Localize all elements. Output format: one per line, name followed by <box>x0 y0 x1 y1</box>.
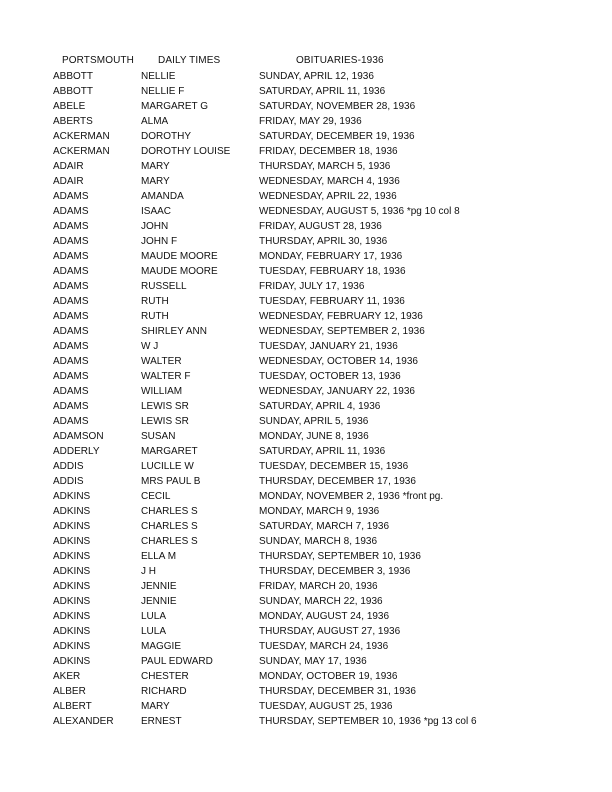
obituary-row <box>0 459 612 474</box>
last-name: AKER <box>53 671 81 682</box>
header-paper: DAILY TIMES <box>158 55 221 66</box>
first-name: LUCILLE W <box>141 461 194 472</box>
first-name: MARY <box>141 161 170 172</box>
last-name: ALEXANDER <box>53 716 114 727</box>
first-name: DOROTHY LOUISE <box>141 146 231 157</box>
obituary-date: SUNDAY, MARCH 22, 1936 <box>259 596 383 607</box>
obituary-row <box>0 609 612 624</box>
obituary-date: MONDAY, MARCH 9, 1936 <box>259 506 380 517</box>
first-name: MRS PAUL B <box>141 476 201 487</box>
obituary-row <box>0 384 612 399</box>
obituary-date: THURSDAY, SEPTEMBER 10, 1936 <box>259 551 421 562</box>
obituary-row <box>0 219 612 234</box>
obituary-row <box>0 114 612 129</box>
obituary-row <box>0 234 612 249</box>
last-name: ADAMS <box>53 251 89 262</box>
last-name: ADAIR <box>53 161 84 172</box>
last-name: ADKINS <box>53 656 91 667</box>
obituary-row <box>0 579 612 594</box>
first-name: CHARLES S <box>141 506 198 517</box>
obituary-row <box>0 474 612 489</box>
last-name: ALBER <box>53 686 86 697</box>
last-name: ADKINS <box>53 596 91 607</box>
last-name: ADKINS <box>53 551 91 562</box>
obituary-row <box>0 414 612 429</box>
first-name: LEWIS SR <box>141 401 189 412</box>
obituary-date: TUESDAY, MARCH 24, 1936 <box>259 641 389 652</box>
obituary-date: THURSDAY, AUGUST 27, 1936 <box>259 626 401 637</box>
obituary-row <box>0 264 612 279</box>
obituary-date: FRIDAY, JULY 17, 1936 <box>259 281 365 292</box>
obituary-date: SUNDAY, APRIL 5, 1936 <box>259 416 369 427</box>
obituary-row <box>0 369 612 384</box>
first-name: ALMA <box>141 116 169 127</box>
first-name: ELLA M <box>141 551 177 562</box>
obituary-row <box>0 84 612 99</box>
first-name: NELLIE F <box>141 86 185 97</box>
obituary-date: WEDNESDAY, MARCH 4, 1936 <box>259 176 400 187</box>
first-name: RICHARD <box>141 686 187 697</box>
obituary-row <box>0 204 612 219</box>
obituary-row <box>0 69 612 84</box>
obituary-date: TUESDAY, OCTOBER 13, 1936 <box>259 371 401 382</box>
last-name: ADAMS <box>53 206 89 217</box>
first-name: DOROTHY <box>141 131 191 142</box>
obituary-date: THURSDAY, MARCH 5, 1936 <box>259 161 391 172</box>
obituary-row <box>0 324 612 339</box>
obituary-row <box>0 444 612 459</box>
last-name: ADAMS <box>53 236 89 247</box>
header-city: PORTSMOUTH <box>62 55 134 66</box>
last-name: ADKINS <box>53 626 91 637</box>
obituary-row <box>0 399 612 414</box>
obituary-row <box>0 144 612 159</box>
obituary-row <box>0 669 612 684</box>
obituary-row <box>0 159 612 174</box>
first-name: JOHN F <box>141 236 178 247</box>
first-name: RUTH <box>141 311 169 322</box>
first-name: RUSSELL <box>141 281 187 292</box>
last-name: ADDIS <box>53 461 84 472</box>
obituary-date: TUESDAY, DECEMBER 15, 1936 <box>259 461 409 472</box>
obituary-date: TUESDAY, FEBRUARY 11, 1936 <box>259 296 405 307</box>
obituary-row <box>0 249 612 264</box>
last-name: ADAMS <box>53 401 89 412</box>
obituary-date: FRIDAY, MARCH 20, 1936 <box>259 581 378 592</box>
last-name: ADAMS <box>53 311 89 322</box>
last-name: ABBOTT <box>53 86 94 97</box>
last-name: ADKINS <box>53 611 91 622</box>
obituary-date: TUESDAY, JANUARY 21, 1936 <box>259 341 398 352</box>
last-name: ADAIR <box>53 176 84 187</box>
first-name: CECIL <box>141 491 171 502</box>
obituary-date: THURSDAY, DECEMBER 17, 1936 <box>259 476 416 487</box>
first-name: SUSAN <box>141 431 176 442</box>
obituary-row <box>0 654 612 669</box>
obituary-date: MONDAY, JUNE 8, 1936 <box>259 431 369 442</box>
first-name: WILLIAM <box>141 386 183 397</box>
obituary-date: WEDNESDAY, JANUARY 22, 1936 <box>259 386 415 397</box>
last-name: ADAMS <box>53 341 89 352</box>
first-name: LEWIS SR <box>141 416 189 427</box>
first-name: J H <box>141 566 156 577</box>
first-name: CHARLES S <box>141 521 198 532</box>
obituary-row <box>0 354 612 369</box>
last-name: ABELE <box>53 101 86 112</box>
obituary-row <box>0 594 612 609</box>
obituary-date: THURSDAY, DECEMBER 3, 1936 <box>259 566 411 577</box>
obituary-row <box>0 504 612 519</box>
first-name: JENNIE <box>141 596 177 607</box>
obituary-row <box>0 699 612 714</box>
last-name: ADAMS <box>53 266 89 277</box>
obituary-row <box>0 429 612 444</box>
obituary-date: SATURDAY, APRIL 4, 1936 <box>259 401 381 412</box>
obituary-date: FRIDAY, DECEMBER 18, 1936 <box>259 146 398 157</box>
obituary-date: WEDNESDAY, OCTOBER 14, 1936 <box>259 356 418 367</box>
first-name: MARGARET <box>141 446 198 457</box>
first-name: ERNEST <box>141 716 182 727</box>
last-name: ADDIS <box>53 476 84 487</box>
obituary-row <box>0 294 612 309</box>
obituary-date: WEDNESDAY, AUGUST 5, 1936 *pg 10 col 8 <box>259 206 460 217</box>
obituary-date: THURSDAY, SEPTEMBER 10, 1936 *pg 13 col 6 <box>259 716 477 727</box>
last-name: ADDERLY <box>53 446 100 457</box>
first-name: JENNIE <box>141 581 177 592</box>
last-name: ADKINS <box>53 491 91 502</box>
obituary-row <box>0 279 612 294</box>
last-name: ADAMS <box>53 191 89 202</box>
obituary-date: SUNDAY, MAY 17, 1936 <box>259 656 367 667</box>
obituary-date: FRIDAY, AUGUST 28, 1936 <box>259 221 382 232</box>
first-name: MAGGIE <box>141 641 182 652</box>
last-name: ACKERMAN <box>53 146 110 157</box>
obituary-row <box>0 99 612 114</box>
last-name: ABERTS <box>53 116 93 127</box>
last-name: ADAMS <box>53 371 89 382</box>
first-name: LULA <box>141 611 167 622</box>
obituary-row <box>0 189 612 204</box>
first-name: JOHN <box>141 221 169 232</box>
obituary-row <box>0 489 612 504</box>
obituary-row <box>0 549 612 564</box>
last-name: ADAMS <box>53 356 89 367</box>
obituary-row <box>0 564 612 579</box>
obituary-date: SUNDAY, MARCH 8, 1936 <box>259 536 378 547</box>
last-name: ADKINS <box>53 506 91 517</box>
obituary-date: WEDNESDAY, SEPTEMBER 2, 1936 <box>259 326 425 337</box>
obituary-list <box>0 69 612 729</box>
obituary-date: TUESDAY, AUGUST 25, 1936 <box>259 701 393 712</box>
last-name: ADAMS <box>53 281 89 292</box>
obituary-date: MONDAY, NOVEMBER 2, 1936 *front pg. <box>259 491 444 502</box>
obituary-date: SATURDAY, MARCH 7, 1936 <box>259 521 390 532</box>
first-name: NELLIE <box>141 71 176 82</box>
obituary-date: SATURDAY, NOVEMBER 28, 1936 <box>259 101 416 112</box>
obituary-date: FRIDAY, MAY 29, 1936 <box>259 116 362 127</box>
first-name: MARY <box>141 176 170 187</box>
obituary-date: TUESDAY, FEBRUARY 18, 1936 <box>259 266 406 277</box>
obituary-date: SATURDAY, DECEMBER 19, 1936 <box>259 131 415 142</box>
obituary-date: SATURDAY, APRIL 11, 1936 <box>259 446 386 457</box>
first-name: PAUL EDWARD <box>141 656 213 667</box>
first-name: MAUDE MOORE <box>141 251 218 262</box>
last-name: ADKINS <box>53 536 91 547</box>
obituary-date: THURSDAY, DECEMBER 31, 1936 <box>259 686 416 697</box>
obituary-row <box>0 129 612 144</box>
obituary-row <box>0 339 612 354</box>
last-name: ALBERT <box>53 701 92 712</box>
last-name: ADAMS <box>53 386 89 397</box>
last-name: ADAMS <box>53 296 89 307</box>
obituary-date: MONDAY, AUGUST 24, 1936 <box>259 611 390 622</box>
first-name: ISAAC <box>141 206 172 217</box>
obituary-row <box>0 714 612 729</box>
first-name: AMANDA <box>141 191 184 202</box>
first-name: WALTER F <box>141 371 191 382</box>
first-name: CHARLES S <box>141 536 198 547</box>
first-name: RUTH <box>141 296 169 307</box>
obituary-row <box>0 624 612 639</box>
last-name: ABBOTT <box>53 71 94 82</box>
obituary-row <box>0 519 612 534</box>
obituary-date: SATURDAY, APRIL 11, 1936 <box>259 86 386 97</box>
obituary-row <box>0 639 612 654</box>
obituary-date: MONDAY, OCTOBER 19, 1936 <box>259 671 398 682</box>
first-name: W J <box>141 341 159 352</box>
first-name: MARGARET G <box>141 101 209 112</box>
first-name: MAUDE MOORE <box>141 266 218 277</box>
last-name: ADKINS <box>53 521 91 532</box>
last-name: ADAMS <box>53 416 89 427</box>
obituary-row <box>0 174 612 189</box>
obituary-row <box>0 309 612 324</box>
first-name: CHESTER <box>141 671 189 682</box>
obituary-date: MONDAY, FEBRUARY 17, 1936 <box>259 251 403 262</box>
first-name: LULA <box>141 626 167 637</box>
last-name: ACKERMAN <box>53 131 110 142</box>
last-name: ADKINS <box>53 641 91 652</box>
header-title: OBITUARIES-1936 <box>296 55 384 66</box>
last-name: ADKINS <box>53 581 91 592</box>
obituary-date: THURSDAY, APRIL 30, 1936 <box>259 236 388 247</box>
first-name: SHIRLEY ANN <box>141 326 207 337</box>
obituary-date: SUNDAY, APRIL 12, 1936 <box>259 71 374 82</box>
last-name: ADAMS <box>53 221 89 232</box>
first-name: MARY <box>141 701 170 712</box>
obituary-date: WEDNESDAY, FEBRUARY 12, 1936 <box>259 311 423 322</box>
last-name: ADKINS <box>53 566 91 577</box>
obituary-date: WEDNESDAY, APRIL 22, 1936 <box>259 191 397 202</box>
obituary-row <box>0 684 612 699</box>
last-name: ADAMS <box>53 326 89 337</box>
last-name: ADAMSON <box>53 431 104 442</box>
first-name: WALTER <box>141 356 182 367</box>
obituary-row <box>0 534 612 549</box>
